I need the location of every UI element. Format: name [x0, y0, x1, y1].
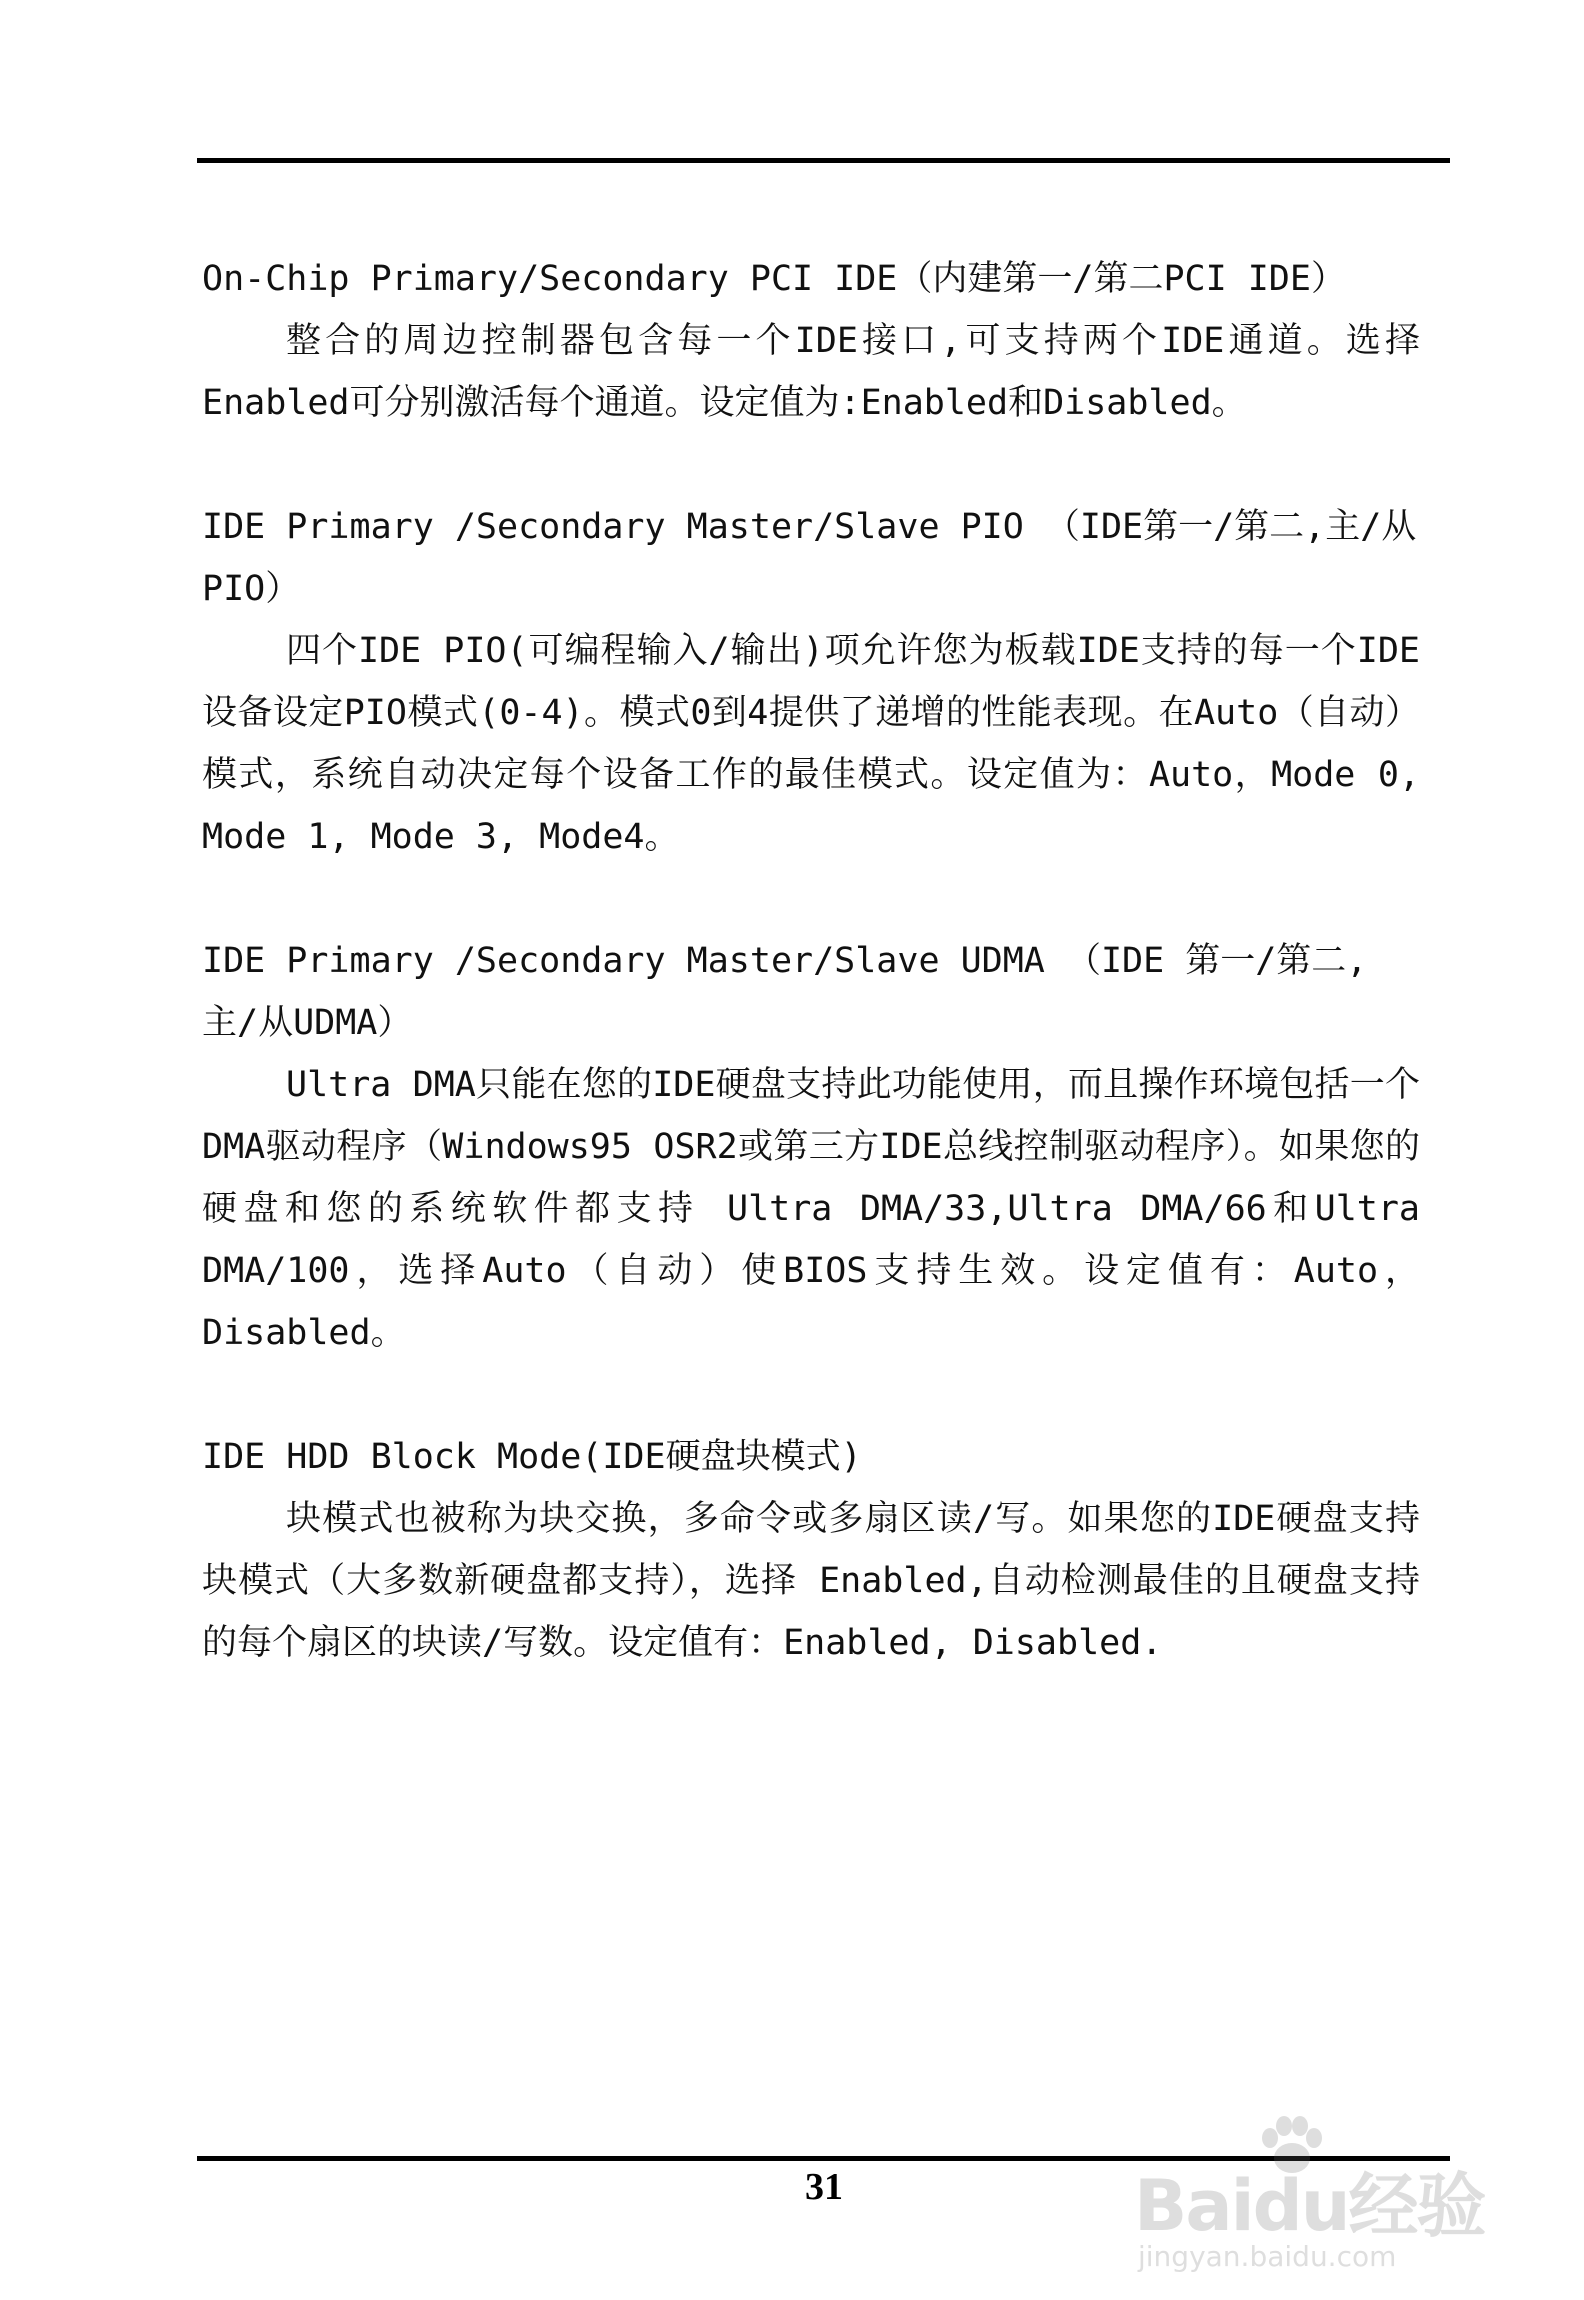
section-heading: IDE Primary /Secondary Master/Slave PIO （IDE第一/第二,主/从PIO） — [202, 507, 1417, 609]
section-paragraph: Ultra DMA只能在您的IDE硬盘支持此功能使用，而且操作环境包括一个DMA驱动程序（Windows95 OSR2或第三方IDE总线控制驱动程序）。如果您的硬盘和您的系统软件都支持 Ultra DMA/33,Ultra DMA/66和Ultra DMA/100，选择Auto（自动）使BIOS支持生效。设定值有：Auto，Disabled。 — [202, 1065, 1420, 1353]
document-body — [202, 248, 1420, 1736]
header-rule — [197, 158, 1450, 163]
section-heading: IDE Primary /Secondary Master/Slave UDMA （IDE 第一/第二,主/从UDMA） — [202, 941, 1368, 1043]
watermark-url: jingyan.baidu.com — [1138, 2240, 1397, 2273]
section-heading: IDE HDD Block Mode(IDE硬盘块模式) — [202, 1437, 862, 1477]
section-ide-udma — [202, 930, 1420, 1364]
section-paragraph: 块模式也被称为块交换，多命令或多扇区读/写。如果您的IDE硬盘支持块模式（大多数新硬盘都支持），选择 Enabled,自动检测最佳的且硬盘支持的每个扇区的块读/写数。设定值有：Enabled, Disabled. — [202, 1499, 1420, 1663]
section-hdd-block-mode — [202, 1426, 1420, 1674]
page-number: 31 — [805, 2166, 843, 2208]
section-paragraph: 四个IDE PIO(可编程输入/输出)项允许您为板载IDE支持的每一个IDE设备设定PIO模式(0-4)。模式0到4提供了递增的性能表现。在Auto（自动）模式，系统自动决定每个设备工作的最佳模式。设定值为：Auto，Mode 0, Mode 1, Mode 3, Mode4。 — [202, 631, 1420, 857]
section-ide-pio — [202, 496, 1420, 868]
section-paragraph: 整合的周边控制器包含每一个IDE接口,可支持两个IDE通道。选择Enabled可分别激活每个通道。设定值为:Enabled和Disabled。 — [202, 321, 1420, 423]
watermark-brand: Baidu经验 — [1134, 2165, 1485, 2247]
section-heading: On-Chip Primary/Secondary PCI IDE（内建第一/第二PCI IDE） — [202, 259, 1346, 299]
baidu-jingyan-watermark — [1128, 2112, 1488, 2282]
section-onchip-pci-ide — [202, 248, 1420, 434]
